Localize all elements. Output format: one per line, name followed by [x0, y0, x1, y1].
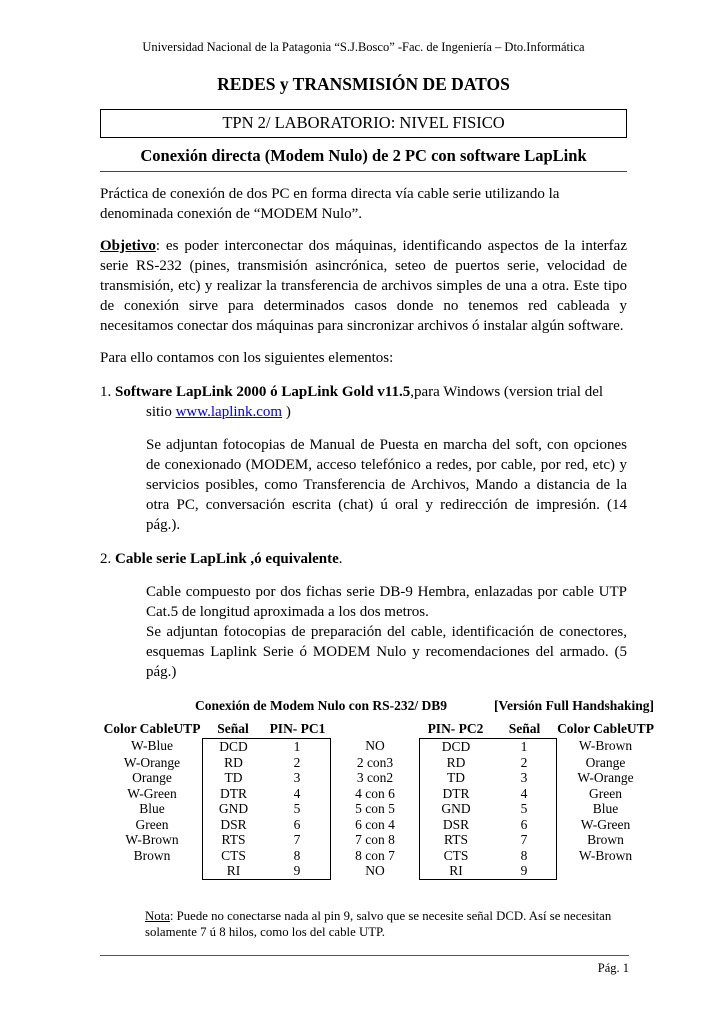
- pin-table-cell: 2: [264, 755, 331, 771]
- pin-table-cell: 4: [492, 786, 557, 802]
- pin-table-cell: 5: [492, 801, 557, 817]
- pin-table-cell: 7 con 8: [355, 832, 395, 847]
- intro-paragraph: Práctica de conexión de dos PC en forma directa vía cable serie utilizando la denominada conexión de “MODEM Nulo”.: [100, 186, 560, 222]
- pin-table-cell: 7: [492, 832, 557, 848]
- pin-table-cell: 3: [264, 770, 331, 786]
- pin-table-title: Conexión de Modem Nulo con RS-232/ DB9: [195, 698, 448, 713]
- item2-detail-paragraph-2: Se adjuntan fotocopias de preparación del cable, identificación de conectores, esquemas Laplink Serie ó MODEM Nulo y recomendaciones del armado. (5 pág.): [146, 624, 627, 680]
- pin-table-cell: Orange: [585, 754, 626, 770]
- pin-table-version-label: [Versión Full Handshaking]: [493, 698, 654, 713]
- pin-table-header-cell: Señal: [217, 721, 249, 736]
- page-number: Pág. 1: [597, 961, 629, 975]
- elements-intro: Para ello contamos con los siguientes elementos:: [100, 350, 394, 366]
- pin-table-cell: 7: [264, 832, 331, 848]
- pin-table-cell: W-Orange: [123, 754, 181, 770]
- note-paragraph: [145, 908, 627, 940]
- item1-detail-paragraph: Se adjuntan fotocopias de Manual de Puesta en marcha del soft, con opciones de conexionado (MODEM, acceso telefónico a redes, por cable, por red, etc) y servicios posibles, como Transferencia de Archivos, Mando a distancia de la otra PC, conversación escrita (chat) ú oral y redirección de impresión. (14 pág.).: [146, 437, 627, 533]
- pin-table-cell: Brown: [587, 832, 624, 847]
- footer-divider: [100, 955, 629, 956]
- pin-table-cell: Brown: [133, 847, 171, 863]
- item2-number: 2.: [100, 551, 115, 567]
- item2-text-end: .: [338, 551, 343, 567]
- pin-table-cell: 1: [264, 738, 331, 755]
- pin-table-cell: [102, 863, 202, 880]
- lab-title-box: [100, 109, 627, 138]
- pin-table-cell: NO: [365, 738, 385, 753]
- pin-table-cell: W-Brown: [125, 832, 179, 847]
- pin-table-cell: 8: [264, 848, 331, 864]
- pin-table-cell: Blue: [139, 801, 165, 816]
- pin-table-cell: RTS: [419, 832, 492, 848]
- pin-table-cell: W-Brown: [578, 738, 633, 753]
- pin-table-cell: Orange: [132, 770, 172, 785]
- pin-table-cell: 8: [492, 848, 557, 864]
- pin-table-cell: RD: [419, 755, 492, 771]
- pin-table-title-row: [102, 698, 654, 714]
- pin-table-cell: DTR: [202, 786, 264, 802]
- item1-text: ,para Windows (version trial del sitio: [146, 384, 604, 420]
- pin-table-cell: GND: [202, 801, 264, 817]
- pin-table-cell: RI: [419, 863, 492, 880]
- objective-paragraph: [100, 236, 627, 336]
- pin-table-cell: CTS: [419, 848, 492, 864]
- pin-table-body: [102, 738, 654, 880]
- pin-table-cell: 6: [492, 817, 557, 833]
- pin-table-cell: 4: [264, 786, 331, 802]
- page-footer: [100, 955, 629, 976]
- list-item-1: [100, 382, 627, 422]
- pin-table-cell: DTR: [419, 786, 492, 802]
- pin-table-cell: 6 con 4: [355, 816, 395, 832]
- pin-table-header-cell: Señal: [508, 721, 541, 736]
- pin-table-cell: 2 con3: [356, 754, 394, 770]
- pin-table-cell: Green: [135, 816, 169, 832]
- pin-table-cell: W-Orange: [577, 770, 634, 785]
- pin-table-cell: RTS: [202, 832, 264, 848]
- item2-title: Cable serie LapLink ,ó equivalente: [115, 551, 339, 567]
- pin-table-cell: DCD: [202, 738, 264, 755]
- pin-table-cell: GND: [419, 801, 492, 817]
- pin-table-cell: TD: [202, 770, 264, 786]
- pin-table-header-cell: [331, 720, 419, 738]
- pin-table-cell: 3: [492, 770, 557, 786]
- pin-table-cell: 9: [264, 863, 331, 880]
- pin-table-cell: 5: [264, 801, 331, 817]
- pin-table-cell: NO: [365, 863, 385, 878]
- pin-table-cell: W-Green: [127, 785, 177, 801]
- pin-table-cell: W-Brown: [578, 847, 633, 863]
- pin-table-cell: DSR: [202, 817, 264, 833]
- pin-table-cell: 4 con 6: [355, 785, 395, 801]
- pin-table-cell: [557, 863, 654, 880]
- note-text: : Puede no conectarse nada al pin 9, salvo que se necesite señal DCD. Así se necesitan solamente 7 ú 8 hilos, como los del cable UTP.: [145, 908, 612, 939]
- pin-table-cell: W-Blue: [131, 738, 173, 753]
- pin-table-cell: 5 con 5: [355, 801, 395, 816]
- pin-table-cell: TD: [419, 770, 492, 786]
- list-item-2: [100, 549, 627, 569]
- pin-table-cell: 2: [492, 755, 557, 771]
- laplink-link[interactable]: www.laplink.com: [175, 404, 283, 420]
- pin-table-cell: RD: [202, 755, 264, 771]
- pin-table-cell: 6: [264, 817, 331, 833]
- pin-table-cell: DCD: [419, 738, 492, 755]
- pin-table-cell: 3 con2: [356, 770, 394, 785]
- document-title: REDES y TRANSMISIÓN DE DATOS: [217, 74, 510, 94]
- pin-table-cell: Blue: [592, 801, 619, 816]
- item2-detail-paragraph-1: Cable compuesto por dos fichas serie DB-9 Hembra, enlazadas por cable UTP Cat.5 de longitud aproximada a los dos metros.: [146, 584, 627, 620]
- objective-label: Objetivo: [100, 238, 156, 254]
- item1-title: Software LapLink 2000 ó LapLink Gold v11.5: [115, 384, 411, 400]
- pin-table-cell: Green: [589, 785, 622, 801]
- pin-table-cell: 8 con 7: [355, 847, 395, 863]
- lab-title: TPN 2/ LABORATORIO: NIVEL FISICO: [222, 113, 505, 132]
- pin-table-cell: DSR: [419, 817, 492, 833]
- pin-table-header-cell: Color CableUTP: [557, 721, 654, 736]
- note-label: Nota: [145, 908, 170, 923]
- item1-text-end: ): [282, 404, 291, 420]
- pin-table-cell: 9: [492, 863, 557, 880]
- section-heading-rule: [100, 146, 627, 172]
- section-title: Conexión directa (Modem Nulo) de 2 PC con software LapLink: [140, 146, 587, 165]
- objective-text: : es poder interconectar dos máquinas, identificando aspectos de la interfaz serie RS-232 (pines, transmisión asincrónica, seteo de puertos serie, velocidad de transmisión, etc) y realizar la transferencia de archivos simples de una a otra. Este tipo de conexión sirve para determinados casos donde no tenemos red cableada y necesitamos conectar dos máquinas para sincronizar archivos ó instalar algún software.: [100, 238, 627, 334]
- pin-table-header-cell: Color CableUTP: [103, 721, 201, 736]
- pin-table-header-cell: PIN- PC1: [269, 721, 326, 736]
- item1-number: 1.: [100, 384, 115, 400]
- pin-table-header-cell: PIN- PC2: [427, 721, 484, 736]
- institution-header: Universidad Nacional de la Patagonia “S.J.Bosco” -Fac. de Ingeniería – Dto.Informática: [142, 40, 585, 54]
- pin-table-header-row: [102, 720, 654, 738]
- pin-table-cell: 1: [492, 738, 557, 755]
- pin-table: [102, 698, 654, 880]
- pin-table-cell: RI: [202, 863, 264, 880]
- pin-table-cell: CTS: [202, 848, 264, 864]
- pin-table-cell: W-Green: [580, 816, 631, 832]
